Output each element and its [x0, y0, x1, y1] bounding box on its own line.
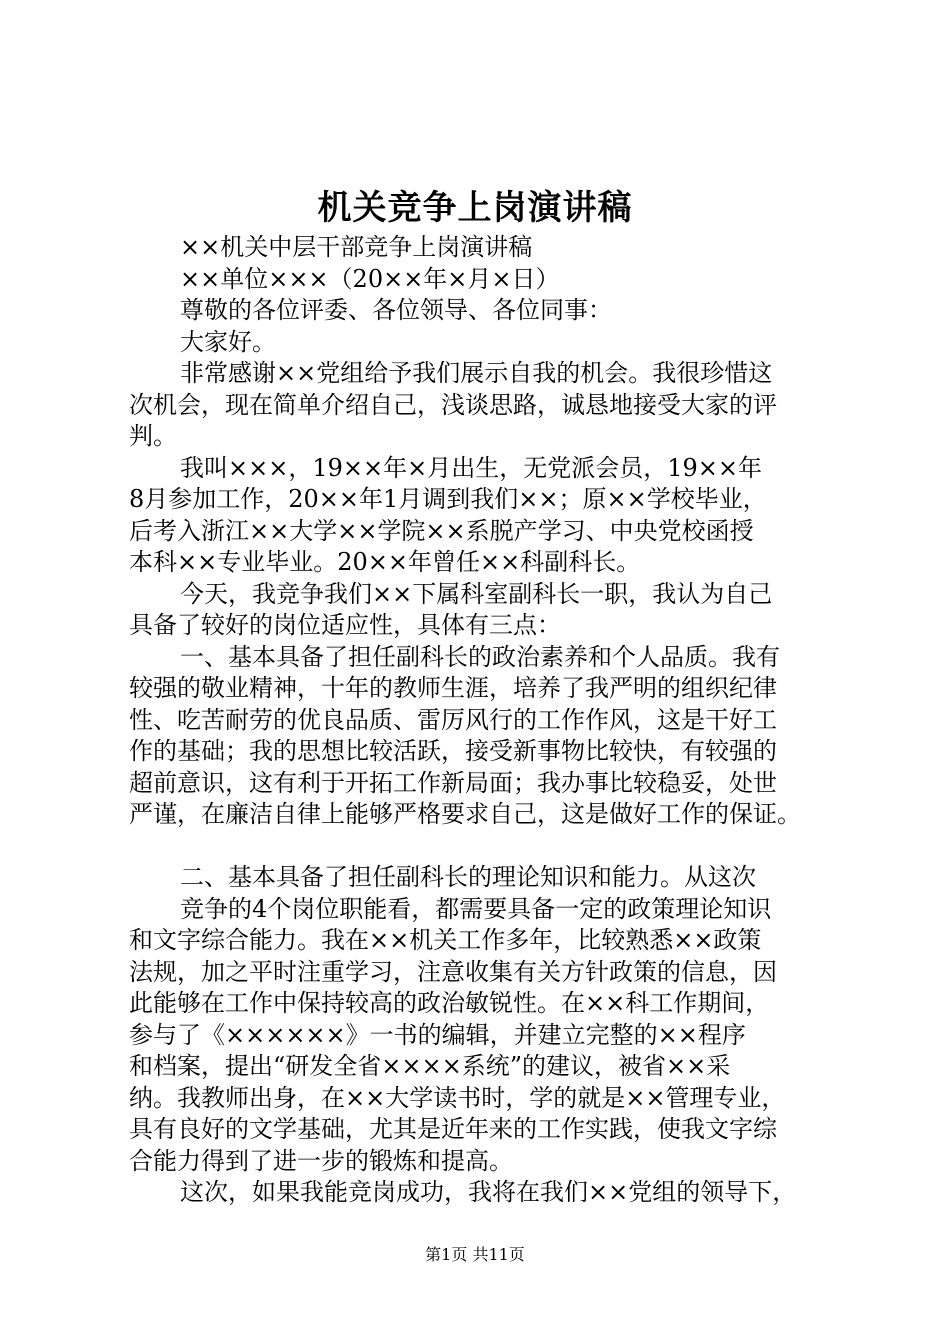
text-line: 我叫×××，19××年×月出生，无党派会员，19××年: [180, 453, 762, 482]
text-line: 纳。我教师出身，在××大学读书时，学的就是××管理专业，: [129, 1083, 786, 1112]
text-line: 此能够在工作中保持较高的政治敏锐性。在××科工作期间，: [129, 989, 770, 1017]
text-line: 法规，加之平时注重学习，注意收集有关方针政策的信息，因: [129, 957, 777, 986]
text-line: 尊敬的各位评委、各位领导、各位同事：: [180, 296, 612, 324]
text-line: 较强的敬业精神，十年的教师生涯，培养了我严明的组织纪律: [129, 674, 777, 702]
text-line: 大家好。: [180, 327, 276, 356]
text-line: ××机关中层干部竞争上岗演讲稿: [180, 233, 533, 261]
text-line: 参与了《××××××》一书的编辑，并建立完整的××程序: [129, 1020, 746, 1049]
text-line: 竞争的4个岗位职能看，都需要具备一定的政策理论知识: [180, 894, 772, 923]
text-line: 一、基本具备了担任副科长的政治素养和个人品质。我有: [180, 642, 780, 671]
text-line: 性、吃苦耐劳的优良品质、雷厉风行的工作作风，这是干好工: [129, 705, 777, 734]
page-footer: 第1页 共11页: [425, 1245, 525, 1264]
text-line: 次机会，现在简单介绍自己，浅谈思路，诚恳地接受大家的评: [129, 390, 777, 419]
text-line: 和文字综合能力。我在××机关工作多年，比较熟悉××政策: [129, 926, 762, 954]
text-line: 超前意识，这有利于开拓工作新局面；我办事比较稳妥，处世: [129, 768, 777, 797]
text-line: ××单位×××（20××年×月×日）: [180, 264, 560, 293]
text-line: 非常感谢××党组给予我们展示自我的机会。我很珍惜这: [180, 359, 773, 387]
document-body: [129, 232, 839, 1209]
page-title: 机关竞争上岗演讲稿: [317, 188, 633, 228]
text-line: 后考入浙江××大学××学院××系脱产学习、中央党校函授: [129, 516, 754, 545]
text-line: 和档案，提出“研发全省××××系统”的建议，被省××采: [129, 1052, 731, 1080]
text-line: 8月参加工作，20××年1月调到我们××；原××学校毕业，: [129, 485, 767, 513]
text-line: 二、基本具备了担任副科长的理论知识和能力。从这次: [180, 863, 756, 891]
blank-line: [129, 831, 839, 863]
text-line: 合能力得到了进一步的锻炼和提高。: [129, 1146, 513, 1175]
text-line: 今天，我竞争我们××下属科室副科长一职，我认为自己: [180, 579, 773, 608]
text-line: 这次，如果我能竞岗成功，我将在我们××党组的领导下，: [180, 1178, 797, 1206]
text-line: 本科××专业毕业。20××年曾任××科副科长。: [129, 548, 641, 576]
text-line: 具有良好的文学基础，尤其是近年来的工作实践，使我文字综: [129, 1115, 777, 1143]
text-line: 具备了较好的岗位适应性，具体有三点：: [129, 611, 561, 639]
text-line: 作的基础；我的思想比较活跃，接受新事物比较快，有较强的: [129, 737, 777, 765]
text-line: 判。: [129, 422, 177, 450]
text-line: 严谨，在廉洁自律上能够严格要求自己，这是做好工作的保证。: [129, 800, 801, 828]
